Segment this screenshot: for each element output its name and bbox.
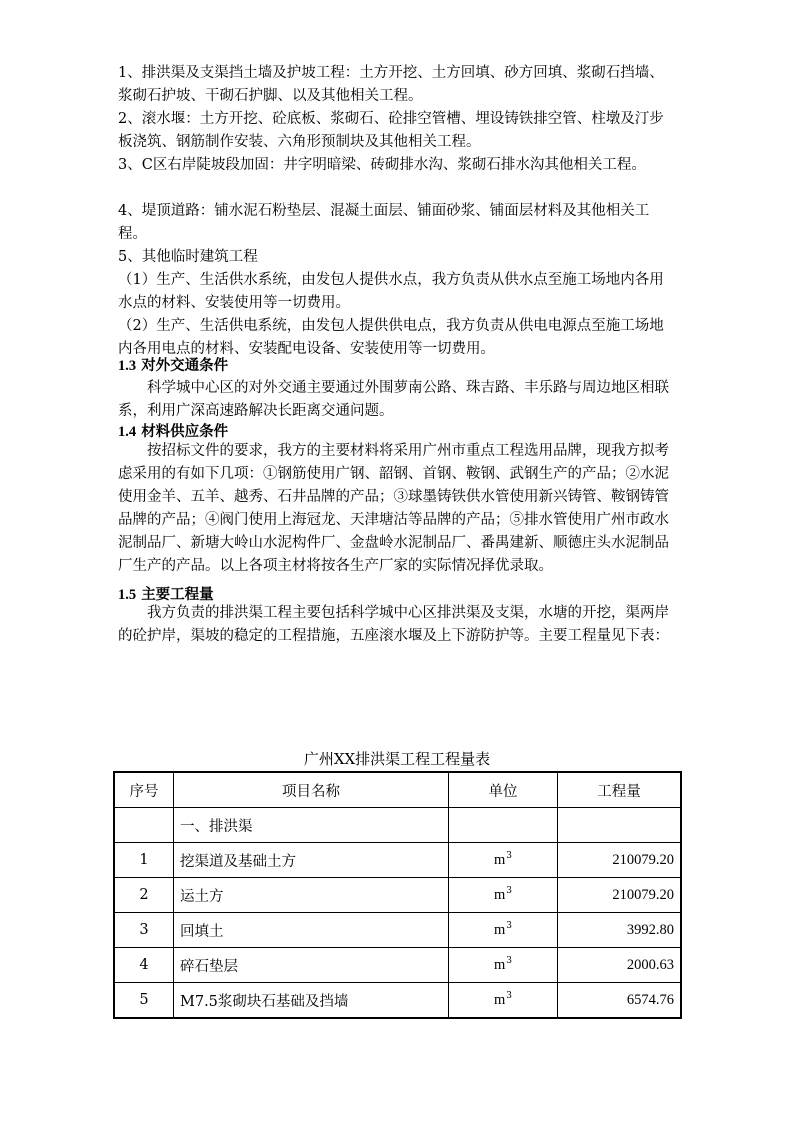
section-title: 主要工程量 [141,586,214,603]
section-number: 1.3 [118,358,137,374]
unit-exponent: 3 [506,956,512,967]
row-name: 运土方 [174,878,449,913]
section-title: 对外交通条件 [141,357,229,374]
section-body-1-3: 科学城中心区的对外交通主要通过外围萝南公路、珠吉路、丰乐路与周边地区相联系，利用广深高速路解决长距离交通问题。 [118,380,669,419]
row-no: 2 [114,878,174,913]
row-no: 4 [114,948,174,983]
row-name: M7.5浆砌块石基础及挡墙 [174,983,449,1019]
table-row [114,843,681,878]
row-unit [449,878,558,913]
section-title: 材料供应条件 [141,423,229,440]
section-number: 1.5 [118,587,137,603]
table-cell [114,808,174,843]
table-cell [449,808,558,843]
row-unit [449,913,558,948]
table-row [114,878,681,913]
row-qty: 2000.63 [558,948,682,983]
list-item-4: 4、堤顶道路：铺水泥石粉垫层、混凝土面层、铺面砂浆、铺面层材料及其他相关工程。 [118,203,650,242]
row-name: 挖渠道及基础土方 [174,843,449,878]
row-name: 回填土 [174,913,449,948]
list-item-5: 5、其他临时建筑工程 [118,249,258,265]
header-name: 项目名称 [174,772,449,808]
unit-base: m [493,921,506,938]
unit-base: m [493,851,506,868]
table-header-row [114,772,681,808]
section-body-1-4: 按招标文件的要求，我方的主要材料将采用广州市重点工程选用品牌，现我方拟考虑采用的有如下几项：①钢筋使用广钢、韶钢、首钢、鞍钢、武钢生产的产品；②水泥使用金羊、五羊、越秀、石井品牌的产品；③球墨铸铁供水管使用新兴铸管、鞍钢铸管品牌的产品；④阀门使用上海冠龙、天津塘沽等品牌的产品；⑤排水管使用广州市政水泥制品厂、新塘大岭山水泥构件厂、金盘岭水泥制品厂、番禺建新、顺德庄头水泥制品厂生产的产品。以上各项主材将按各生产厂家的实际情况择优录取。 [118,443,669,574]
unit-base: m [493,886,506,903]
table-group-row [114,808,681,843]
list-item-2: 2、滚水堰：土方开挖、砼底板、浆砌石、砼排空管槽、埋设铸铁排空管、柱墩及汀步板浇筑、钢筋制作安装、六角形预制块及其他相关工程。 [118,111,664,150]
unit-base: m [493,991,506,1008]
section-number: 1.4 [118,424,137,440]
table-row [114,913,681,948]
list-item-1: 1、排洪渠及支渠挡土墙及护坡工程：土方开挖、土方回填、砂方回填、浆砌石挡墙、浆砌石护坡、干砌石护脚、以及其他相关工程。 [118,65,664,104]
header-no: 序号 [114,772,174,808]
list-item-3: 3、C区右岸陡坡段加固：井字明暗梁、砖砌排水沟、浆砌石排水沟其他相关工程。 [118,157,646,173]
section-body-1-5: 我方负责的排洪渠工程主要包括科学城中心区排洪渠及支渠，水塘的开挖，渠两岸的砼护岸，渠坡的稳定的工程措施，五座滚水堰及上下游防护等。主要工程量见下表： [118,605,669,644]
row-qty: 210079.20 [558,878,682,913]
row-unit [449,948,558,983]
table-row [114,948,681,983]
unit-exponent: 3 [506,991,512,1002]
row-qty: 6574.76 [558,983,682,1019]
table-row [114,983,681,1019]
header-qty: 工程量 [558,772,682,808]
row-qty: 210079.20 [558,843,682,878]
row-unit [449,843,558,878]
row-unit [449,983,558,1019]
list-item-5-2: （2）生产、生活供电系统，由发包人提供供电点，我方负责从供电电源点至施工场地内各用电点的材料、安装配电设备、安装使用等一切费用。 [118,318,664,357]
row-no: 1 [114,843,174,878]
section-heading-1-3 [118,355,228,377]
unit-exponent: 3 [506,921,512,932]
header-unit: 单位 [449,772,558,808]
table-cell [558,808,682,843]
unit-base: m [493,956,506,973]
row-no: 3 [114,913,174,948]
unit-exponent: 3 [506,851,512,862]
row-name: 碎石垫层 [174,948,449,983]
table-title: 广州XX排洪渠工程工程量表 [303,750,491,768]
unit-exponent: 3 [506,886,512,897]
row-qty: 3992.80 [558,913,682,948]
row-no: 5 [114,983,174,1019]
group-label: 一、排洪渠 [174,808,449,843]
quantity-table [113,771,682,1019]
list-item-5-1: （1）生产、生活供水系统，由发包人提供水点，我方负责从供水点至施工场地内各用水点的材料、安装使用等一切费用。 [118,272,664,311]
